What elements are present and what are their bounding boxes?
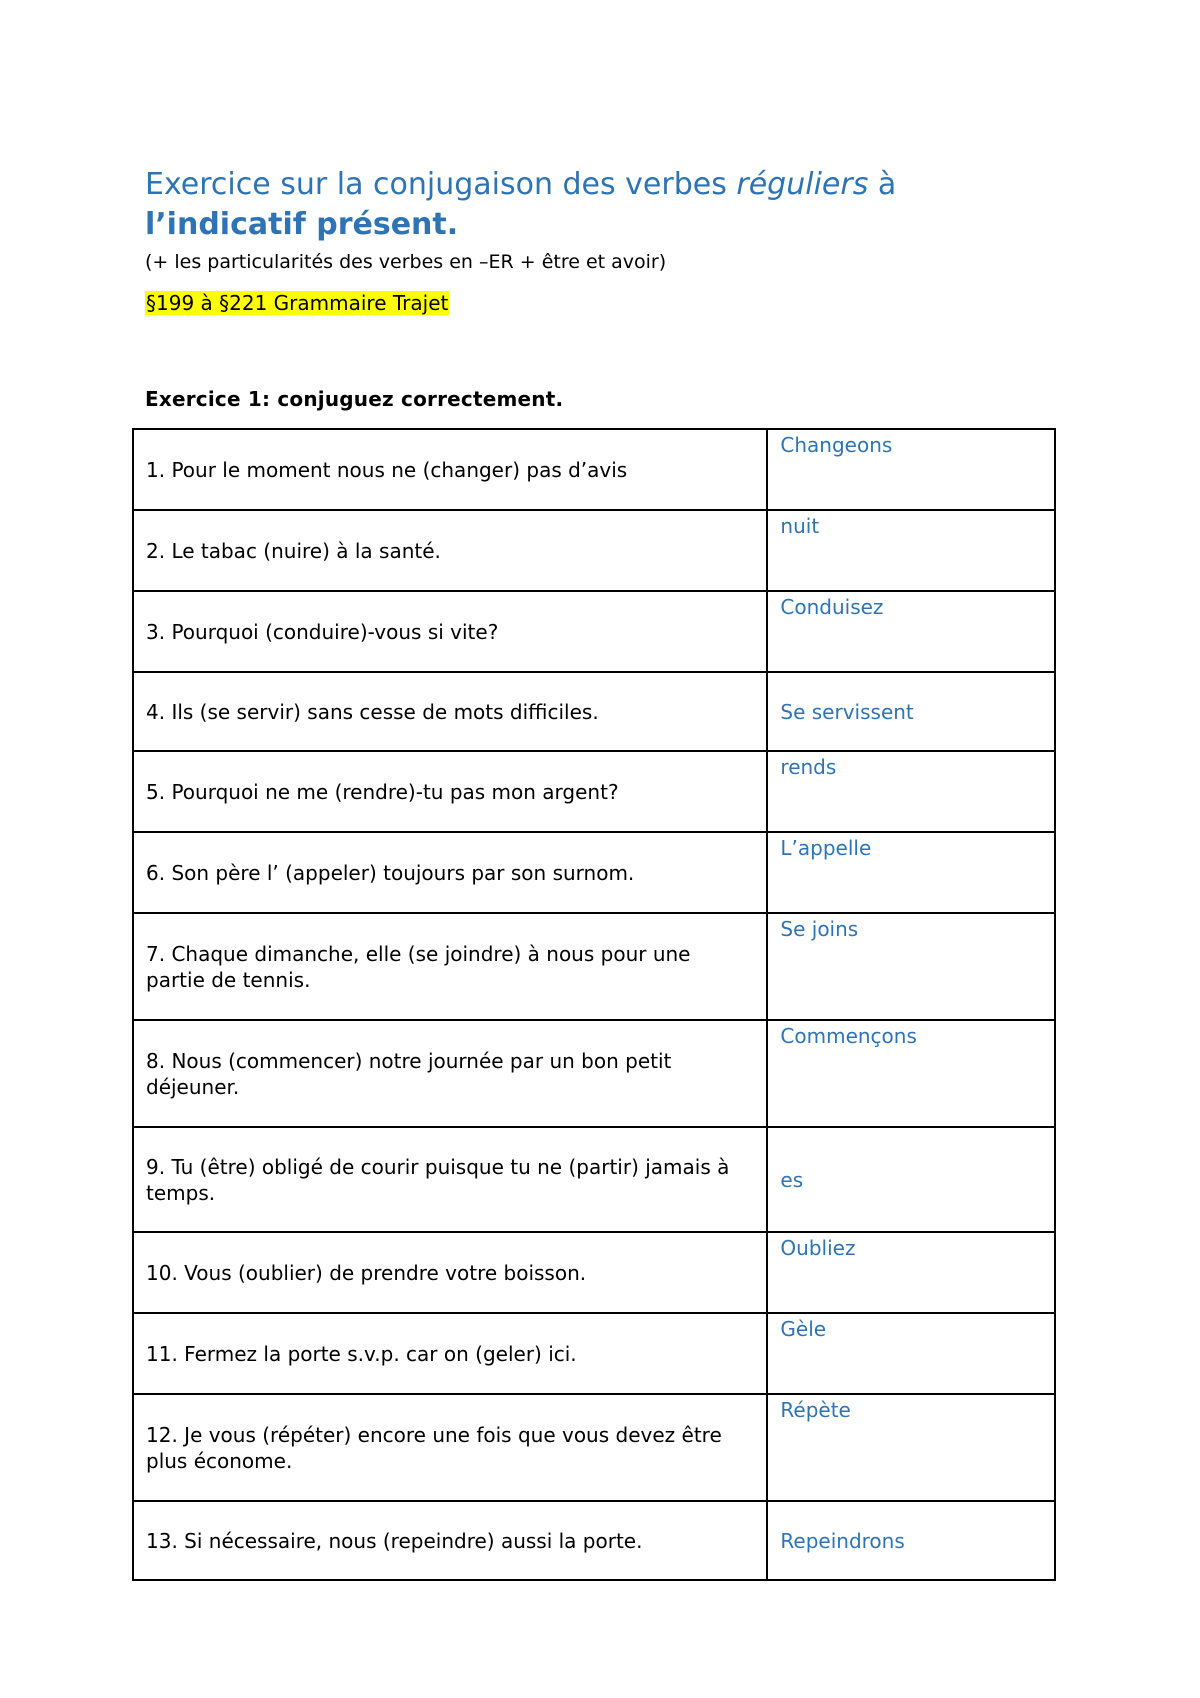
table-row (133, 591, 1055, 672)
question-cell: 1. Pour le moment nous ne (changer) pas d’avis (133, 429, 767, 510)
table-row (133, 1501, 1055, 1580)
reference-highlight: §199 à §221 Grammaire Trajet (146, 291, 449, 315)
answer-cell[interactable]: Gèle (767, 1313, 1055, 1394)
exercise-heading: Exercice 1: conjuguez correctement. (145, 387, 564, 411)
answer-cell[interactable]: Oubliez (767, 1232, 1055, 1313)
title-part2: à (868, 167, 897, 202)
table-row (133, 1127, 1055, 1232)
title-part1: Exercice sur la conjugaison des verbes (145, 167, 737, 202)
answer-cell[interactable]: nuit (767, 510, 1055, 591)
grammar-reference (145, 291, 1055, 315)
question-cell: 5. Pourquoi ne me (rendre)-tu pas mon argent? (133, 751, 767, 832)
table-row (133, 1020, 1055, 1127)
table-row (133, 1394, 1055, 1501)
title-italic: réguliers (736, 167, 869, 202)
question-cell: 13. Si nécessaire, nous (repeindre) aussi la porte. (133, 1501, 767, 1580)
answer-cell[interactable]: Répète (767, 1394, 1055, 1501)
question-cell: 4. Ils (se servir) sans cesse de mots difficiles. (133, 672, 767, 751)
answer-cell[interactable]: L’appelle (767, 832, 1055, 913)
answer-cell[interactable]: Changeons (767, 429, 1055, 510)
question-cell: 10. Vous (oublier) de prendre votre boisson. (133, 1232, 767, 1313)
table-row (133, 751, 1055, 832)
answer-cell[interactable]: Commençons (767, 1020, 1055, 1127)
document-subtitle: (+ les particularités des verbes en –ER + être et avoir) (145, 251, 667, 273)
question-cell: 12. Je vous (répéter) encore une fois que vous devez être plus économe. (133, 1394, 767, 1501)
table-row (133, 510, 1055, 591)
exercise-table (132, 428, 1056, 1581)
answer-cell[interactable]: rends (767, 751, 1055, 832)
question-cell: 6. Son père l’ (appeler) toujours par son surnom. (133, 832, 767, 913)
table-row (133, 429, 1055, 510)
document-body (145, 165, 1055, 411)
document-title (145, 165, 1055, 245)
table-row (133, 672, 1055, 751)
question-cell: 9. Tu (être) obligé de courir puisque tu ne (partir) jamais à temps. (133, 1127, 767, 1232)
question-cell: 7. Chaque dimanche, elle (se joindre) à nous pour une partie de tennis. (133, 913, 767, 1020)
table-row (133, 832, 1055, 913)
question-cell: 11. Fermez la porte s.v.p. car on (geler) ici. (133, 1313, 767, 1394)
title-line2: l’indicatif présent. (145, 207, 459, 242)
answer-cell[interactable]: Repeindrons (767, 1501, 1055, 1580)
answer-cell[interactable]: Conduisez (767, 591, 1055, 672)
question-cell: 2. Le tabac (nuire) à la santé. (133, 510, 767, 591)
table-row (133, 1313, 1055, 1394)
answer-cell[interactable]: es (767, 1127, 1055, 1232)
table-row (133, 1232, 1055, 1313)
table-row (133, 913, 1055, 1020)
question-cell: 8. Nous (commencer) notre journée par un bon petit déjeuner. (133, 1020, 767, 1127)
question-cell: 3. Pourquoi (conduire)-vous si vite? (133, 591, 767, 672)
answer-cell[interactable]: Se joins (767, 913, 1055, 1020)
answer-cell[interactable]: Se servissent (767, 672, 1055, 751)
